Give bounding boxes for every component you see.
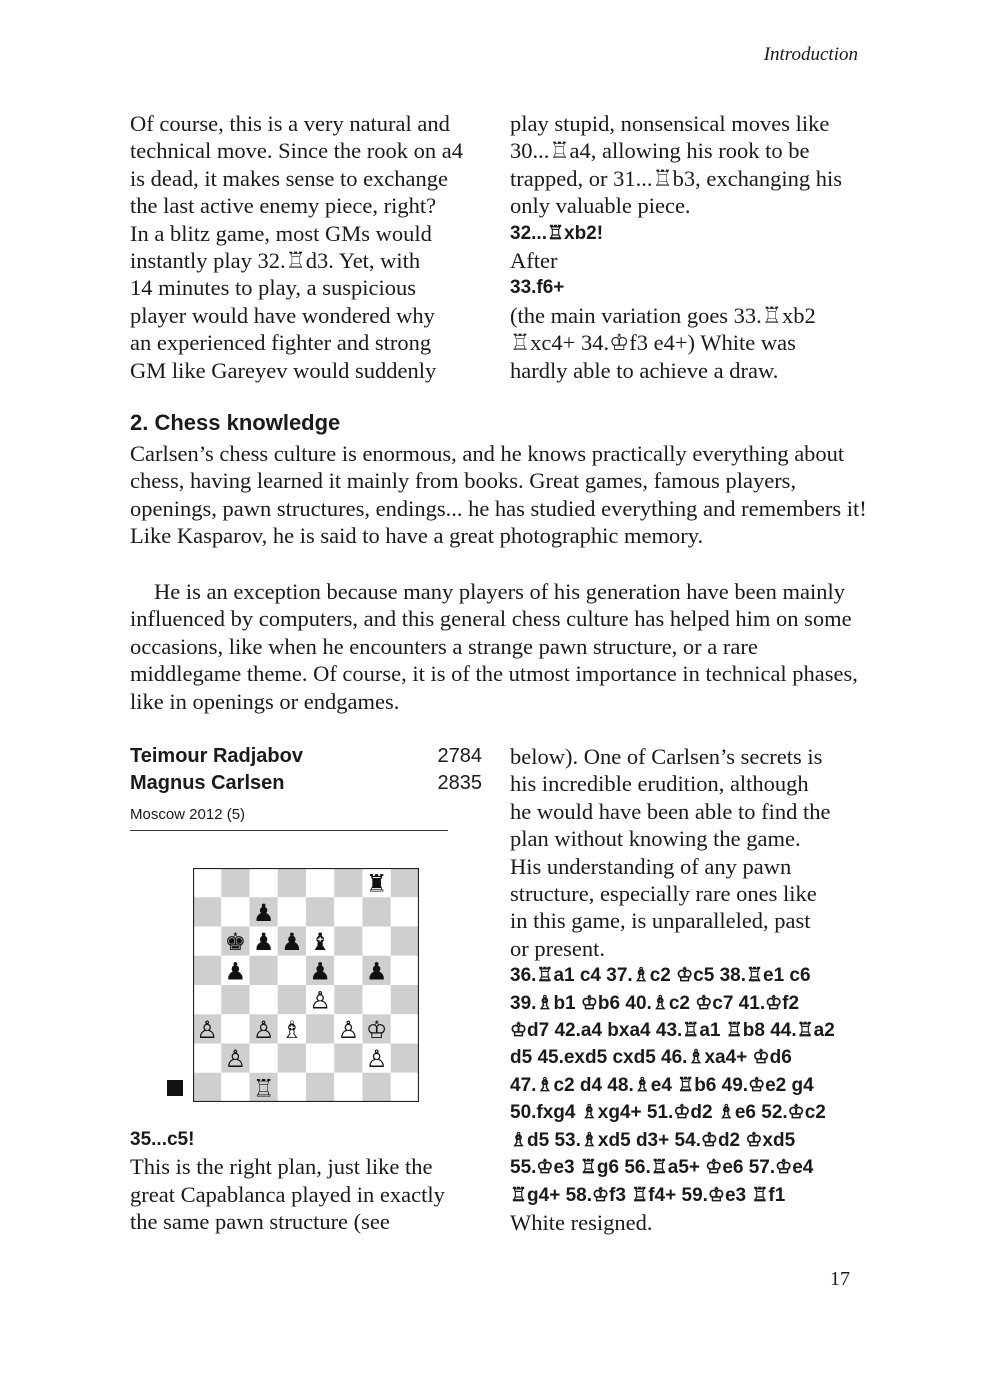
text-line: trapped, or 31...♖b3, exchanging his: [510, 165, 842, 191]
board-square-d2: [278, 1044, 306, 1073]
board-square-h6: [391, 927, 419, 956]
running-head: Introduction: [763, 44, 858, 65]
board-square-c5: [250, 956, 278, 985]
text-line: below). One of Carlsen’s secrets is: [510, 744, 823, 769]
text-line: the same pawn structure (see: [130, 1209, 390, 1235]
black-player-row: [130, 770, 482, 797]
move-line: 39.♗b1 ♔b6 40.♗c2 ♔c7 41.♔f2: [510, 992, 800, 1014]
board-square-b1: [221, 1073, 249, 1102]
chess-diagram: [193, 868, 419, 1102]
white-piece-c3: ♙: [252, 1015, 275, 1044]
move-line: 33.f6+: [510, 277, 565, 299]
black-piece-g5: ♟: [365, 957, 388, 986]
board-square-f7: [334, 897, 362, 926]
black-piece-c7: ♟: [252, 898, 275, 927]
board-square-a7: [193, 897, 221, 926]
board-square-c2: [250, 1044, 278, 1073]
bottom-right-column: [510, 743, 835, 1236]
text-line: After: [510, 248, 558, 274]
white-player-name: Teimour Radjabov: [130, 745, 303, 767]
text-line: an experienced fighter and strong: [130, 330, 432, 356]
board-square-e3: [306, 1014, 334, 1043]
text-line: ♖xc4+ 34.♔f3 e4+) White was: [510, 330, 796, 356]
white-player-row: [130, 743, 482, 770]
page-number: 17: [830, 1268, 850, 1290]
black-to-move-indicator: [167, 1080, 183, 1096]
board-square-e2: [306, 1044, 334, 1073]
board-square-c4: [250, 985, 278, 1014]
text-line: In a blitz game, most GMs would: [130, 220, 432, 246]
board-square-h1: [391, 1073, 419, 1102]
board-square-a5: [193, 956, 221, 985]
board-square-b4: [221, 985, 249, 1014]
board-square-e7: [306, 897, 334, 926]
board-square-b7: [221, 897, 249, 926]
board-square-e8: [306, 868, 334, 897]
white-piece-d3: ♗: [281, 1015, 303, 1044]
board-square-e1: [306, 1073, 334, 1102]
text-line: 14 minutes to play, a suspicious: [130, 275, 417, 301]
white-piece-b2: ♙: [224, 1045, 247, 1074]
board-square-h2: [391, 1044, 419, 1073]
white-piece-g2: ♙: [365, 1045, 388, 1074]
black-piece-c6: ♟: [252, 928, 275, 957]
black-piece-b6: ♚: [224, 928, 247, 957]
text-line: Of course, this is a very natural and: [130, 111, 450, 136]
move-line: ♗d5 53.♗xd5 d3+ 54.♔d2 ♔xd5: [510, 1129, 796, 1151]
board-square-h4: [391, 985, 419, 1014]
board-square-g6: [363, 927, 391, 956]
white-piece-e4: ♙: [309, 986, 331, 1015]
black-piece-e6: ♝: [309, 928, 331, 957]
move-line: 50.fxg4 ♗xg4+ 51.♔d2 ♗e6 52.♔c2: [510, 1102, 826, 1124]
board-square-d1: [278, 1073, 306, 1102]
text-line: only valuable piece.: [510, 193, 691, 219]
move-line: ♔d7 42.a4 bxa4 43.♖a1 ♖b8 44.♖a2: [510, 1020, 835, 1042]
section-title: 2. Chess knowledge: [130, 410, 341, 435]
board-square-g4: [363, 985, 391, 1014]
board-square-f6: [334, 927, 362, 956]
move-line: 55.♔e3 ♖g6 56.♖a5+ ♔e6 57.♔e4: [510, 1157, 814, 1179]
move-line: 35...c5!: [130, 1129, 195, 1150]
text-line: His understanding of any pawn: [510, 853, 792, 879]
text-line: This is the right plan, just like the: [130, 1154, 433, 1180]
board-square-f8: [334, 868, 362, 897]
black-player-rating: 2835: [437, 772, 482, 795]
game-header: [130, 743, 482, 823]
move-line: 36.♖a1 c4 37.♗c2 ♔c5 38.♖e1 c6: [510, 965, 811, 987]
black-piece-g8: ♜: [365, 869, 388, 898]
black-piece-b5: ♟: [224, 957, 247, 986]
board-square-a6: [193, 927, 221, 956]
black-piece-d6: ♟: [281, 928, 303, 957]
board-square-f4: [334, 985, 362, 1014]
black-piece-e5: ♟: [309, 957, 331, 986]
text-line: the last active enemy piece, right?: [130, 193, 437, 219]
white-piece-f3: ♙: [337, 1015, 360, 1044]
board-square-b3: [221, 1014, 249, 1043]
chess-board: [193, 868, 419, 1102]
board-square-f2: [334, 1044, 362, 1073]
white-piece-a3: ♙: [196, 1015, 218, 1044]
board-square-a1: [193, 1073, 221, 1102]
top-right-column: [510, 110, 842, 384]
text-line: (the main variation goes 33.♖xb2: [510, 302, 816, 328]
white-piece-c1: ♖: [252, 1074, 275, 1102]
text-line: plan without knowing the game.: [510, 826, 801, 852]
text-line: instantly play 32.♖d3. Yet, with: [130, 248, 421, 274]
text-line: in this game, is unparalleled, past: [510, 908, 811, 934]
text-line: 30...♖a4, allowing his rook to be: [510, 138, 810, 164]
text-line: player would have wondered why: [130, 302, 435, 328]
black-player-name: Magnus Carlsen: [130, 772, 285, 795]
game-event: Moscow 2012 (5): [130, 805, 246, 823]
board-square-a2: [193, 1044, 221, 1073]
white-piece-g3: ♔: [365, 1015, 388, 1044]
text-line: or present.: [510, 935, 605, 961]
section-paragraph-2: He is an exception because many players of his generation have been mainly influenced by computers, and this general chess culture has helped him on some occasions, like when he encounters a strange pawn structure, or a rare middlegame theme. Of course, it is of the utmost importance in technical phases, like in openings or endgames.: [130, 579, 858, 714]
board-square-h3: [391, 1014, 419, 1043]
board-square-a8: [193, 868, 221, 897]
move-line: 47.♗c2 d4 48.♗e4 ♖b6 49.♔e2 g4: [510, 1074, 814, 1096]
board-square-b8: [221, 868, 249, 897]
bottom-left-column: [130, 1126, 445, 1236]
text-line: hardly able to achieve a draw.: [510, 357, 779, 383]
board-square-h5: [391, 956, 419, 985]
section-paragraph-1: Carlsen’s chess culture is enormous, and he knows practically everything about chess, having learned it mainly from books. Great games, famous players, openings, pawn structures, endings... he has studied everything and remembers it! Like Kasparov, he is said to have a great photographic memory.: [130, 441, 867, 549]
move-line: d5 45.exd5 cxd5 46.♗xa4+ ♔d6: [510, 1047, 792, 1069]
text-line: GM like Gareyev would suddenly: [130, 357, 437, 383]
board-square-f1: [334, 1073, 362, 1102]
text-line: structure, especially rare ones like: [510, 881, 817, 907]
text-line: is dead, it makes sense to exchange: [130, 165, 449, 191]
board-square-a4: [193, 985, 221, 1014]
text-line: he would have been able to find the: [510, 798, 831, 824]
board-square-h7: [391, 897, 419, 926]
text-line: his incredible erudition, although: [510, 771, 809, 797]
board-square-f5: [334, 956, 362, 985]
move-line: ♖g4+ 58.♔f3 ♖f4+ 59.♔e3 ♖f1: [510, 1184, 786, 1206]
board-square-d4: [278, 985, 306, 1014]
text-line: play stupid, nonsensical moves like: [510, 111, 830, 136]
board-square-h8: [391, 868, 419, 897]
header-rule: [130, 830, 448, 831]
board-square-d8: [278, 868, 306, 897]
text-line: technical move. Since the rook on a4: [130, 138, 464, 164]
board-square-d5: [278, 956, 306, 985]
move-line: 32...♖xb2!: [510, 222, 604, 244]
board-square-c8: [250, 868, 278, 897]
white-player-rating: 2784: [437, 745, 482, 767]
text-line: White resigned.: [510, 1209, 653, 1235]
board-square-d7: [278, 897, 306, 926]
text-line: great Capablanca played in exactly: [130, 1181, 445, 1207]
board-square-g7: [363, 897, 391, 926]
board-square-g1: [363, 1073, 391, 1102]
top-left-column: [130, 110, 463, 384]
